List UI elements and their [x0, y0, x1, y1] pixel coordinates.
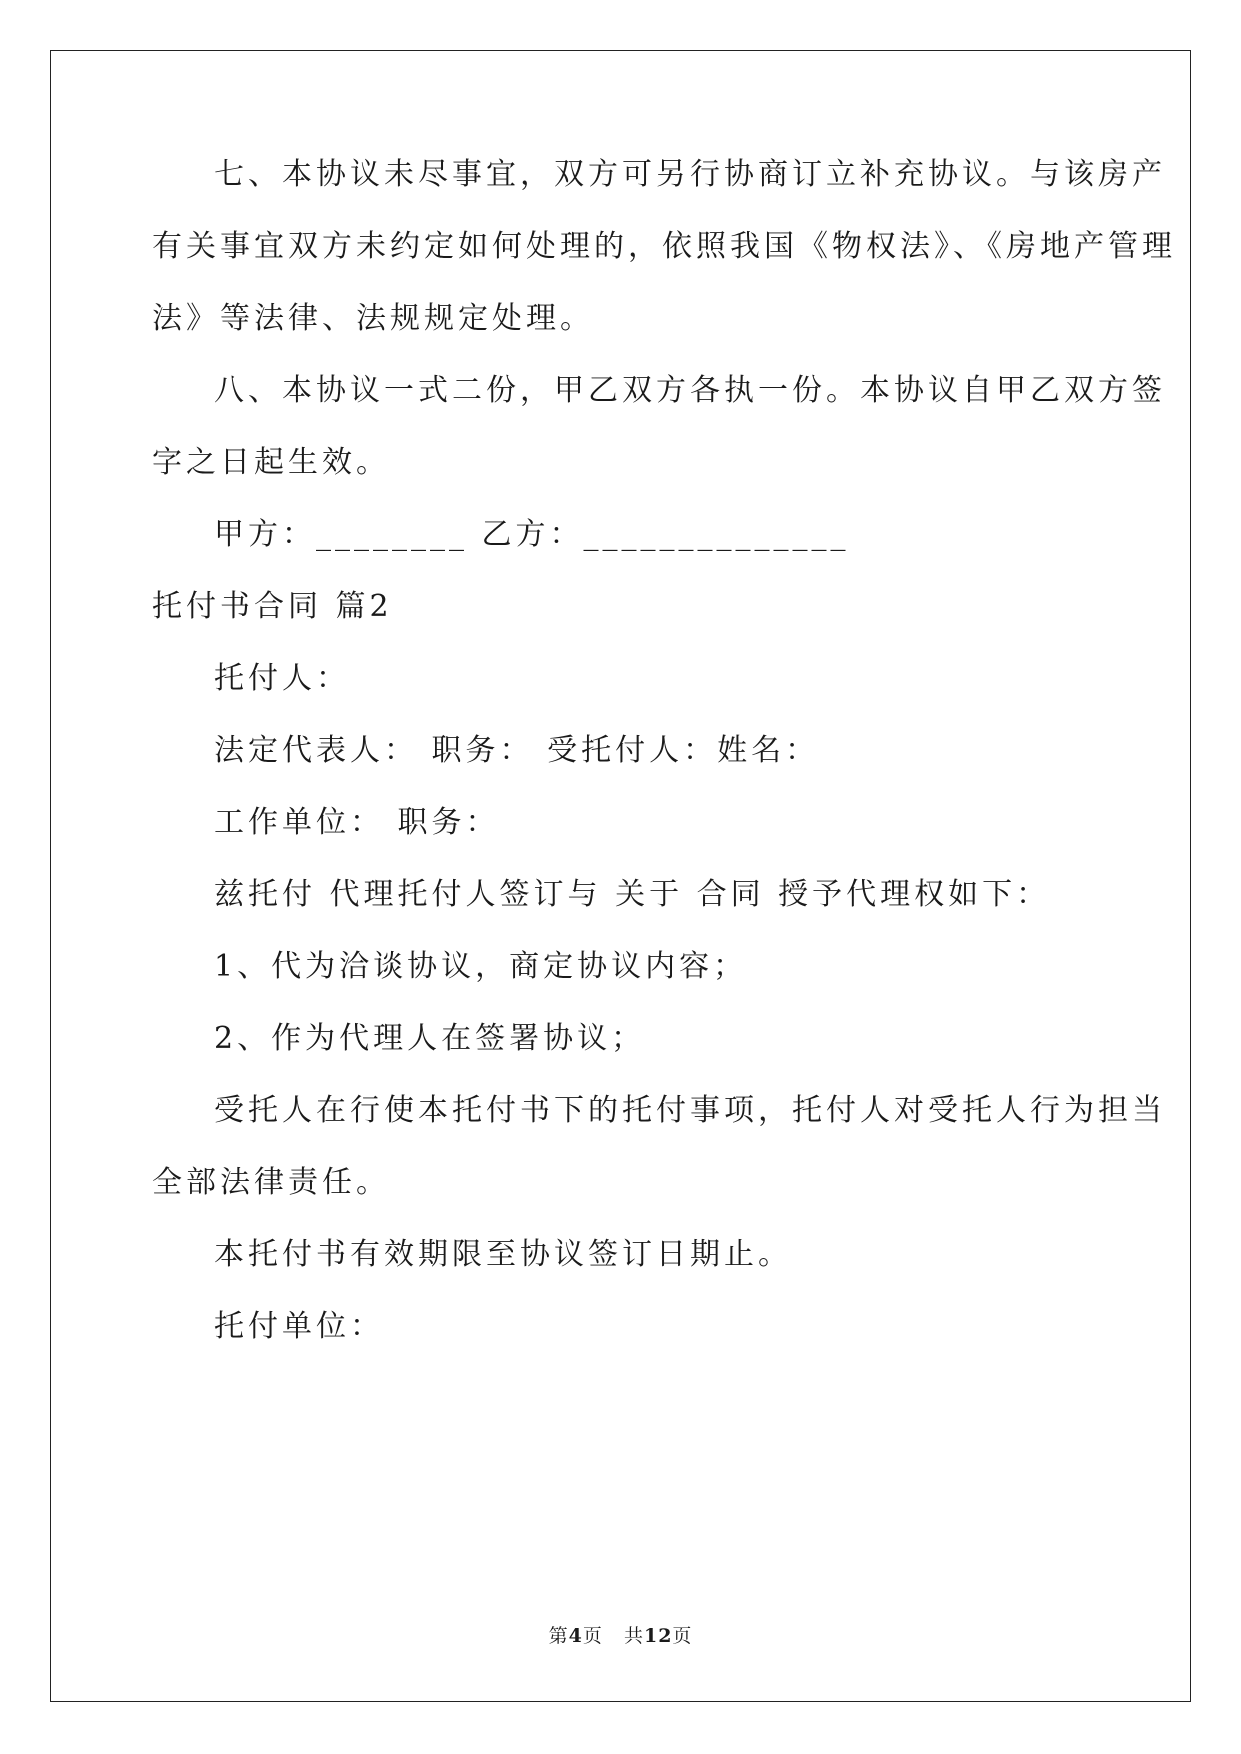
paragraph-line: 八、本协议一式二份，甲乙双方各执一份。本协议自甲乙双方签 — [214, 373, 1166, 408]
page-footer — [0, 1624, 1241, 1648]
list-item: 2、作为代理人在签署协议； — [214, 1021, 646, 1056]
paragraph-line: 全部法律责任。 — [152, 1165, 390, 1200]
list-item: 1、代为洽谈协议，商定协议内容； — [214, 949, 748, 984]
paragraph-line: 兹托付 代理托付人签订与 关于 合同 授予代理权如下： — [214, 877, 1051, 912]
footer-total-suffix: 页 — [672, 1625, 693, 1647]
paragraph-line: 七、本协议未尽事宜，双方可另行协商订立补充协议。与该房产 — [214, 157, 1166, 192]
paragraph-line: 法》等法律、法规规定处理。 — [152, 301, 594, 336]
footer-page-suffix: 页 — [582, 1625, 603, 1647]
paragraph-line: 受托人在行使本托付书下的托付事项，托付人对受托人行为担当 — [214, 1093, 1166, 1128]
paragraph-line: 有关事宜双方未约定如何处理的，依照我国《物权法》、《房地产管理 — [152, 229, 1176, 264]
current-page-number: 4 — [568, 1625, 583, 1647]
signature-line: 甲方：________ 乙方：______________ — [214, 517, 850, 552]
footer-total-prefix: 共 — [623, 1625, 644, 1647]
paragraph-line: 托付单位： — [214, 1309, 384, 1344]
paragraph-line: 法定代表人： 职务： 受托付人：姓名： — [214, 733, 820, 768]
paragraph-line: 工作单位： 职务： — [214, 805, 500, 840]
paragraph-line: 本托付书有效期限至协议签订日期止。 — [214, 1237, 792, 1272]
paragraph-line: 托付人： — [214, 661, 350, 696]
total-page-count: 12 — [643, 1625, 673, 1647]
section-title: 托付书合同 篇2 — [152, 589, 393, 624]
footer-prefix: 第 — [548, 1625, 569, 1647]
paragraph-line: 字之日起生效。 — [152, 445, 390, 480]
